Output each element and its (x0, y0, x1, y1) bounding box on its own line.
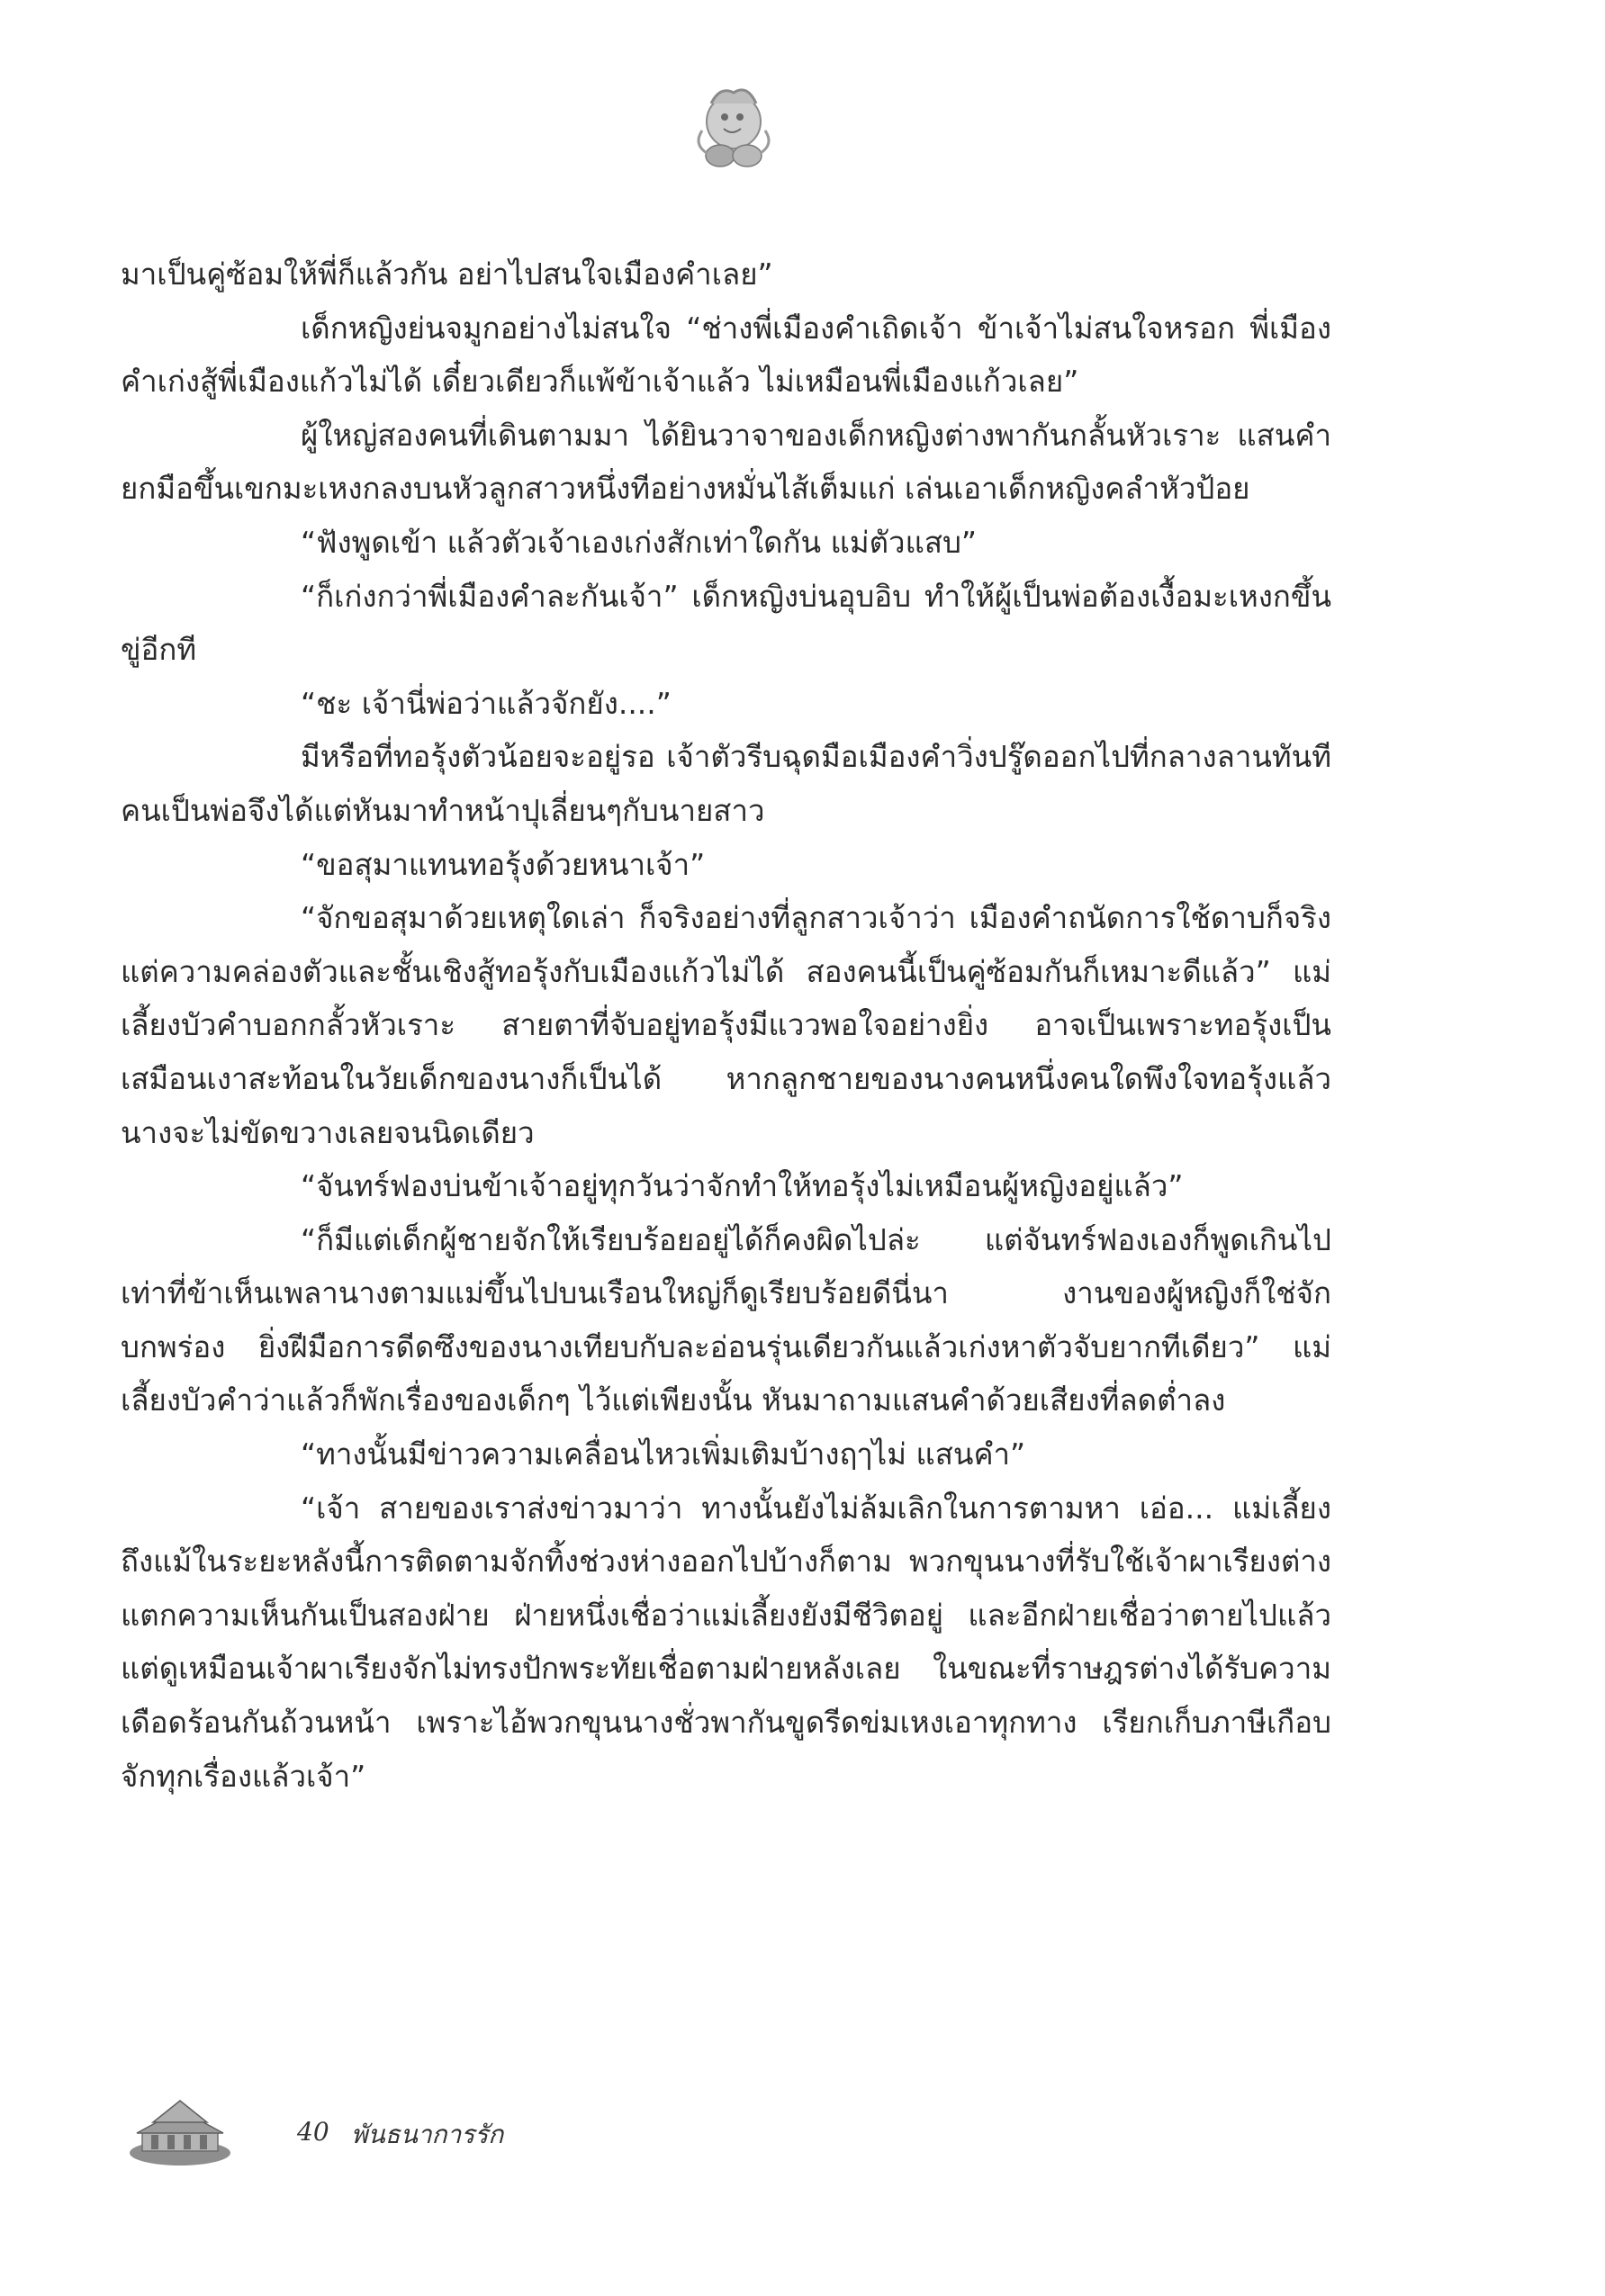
paragraph: “ชะ เจ้านี่พ่อว่าแล้วจักยัง....” (301, 685, 672, 721)
temple-emblem-icon (126, 2097, 234, 2169)
paragraph: ผู้ใหญ่สองคนที่เดินตามมา ได้ยินวาจาของเด็กหญิงต่างพากันกลั้นหัวเราะ แสนคำยกมือขึ้นเขกมะเหงกลงบนหัวลูกสาวหนึ่งทีอย่างหมั่นไส้เต็มแก่ เล่นเอาเด็กหญิงคลำหัวป้อย (121, 417, 1331, 507)
cherub-ornament-icon (684, 77, 783, 176)
page-number: 40 (297, 2117, 329, 2147)
paragraph: “ฟังพูดเข้า แล้วตัวเจ้าเองเก่งสักเท่าใดกัน แม่ตัวแสบ” (301, 524, 978, 560)
paragraph: “ก็เก่งกว่าพี่เมืองคำละกันเจ้า” เด็กหญิงบ่นอุบอิบ ทำให้ผู้เป็นพ่อต้องเงื้อมะเหงกขึ้นขู่อีกที (121, 578, 1331, 668)
paragraph: “ขอสุมาแทนทอรุ้งด้วยหนาเจ้า” (301, 846, 706, 882)
paragraph: “ก็มีแต่เด็กผู้ชายจักให้เรียบร้อยอยู่ได้ก็คงผิดไปล่ะ แต่จันทร์ฟองเองก็พูดเกินไป เท่าที่ข้าเห็นเพลานางตามแม่ขึ้นไปบนเรือนใหญ่ก็ดูเรียบร้อยดีนี่นา งานของผู้หญิงก็ใช่จักบกพร่อง ยิ่งฝีมือการดีดซึงของนางเทียบกับละอ่อนรุ่นเดียวกันแล้วเก่งหาตัวจับยากทีเดียว” แม่เลี้ยงบัวคำว่าแล้วก็พักเรื่องของเด็กๆ ไว้แต่เพียงนั้น หันมาถามแสนคำด้วยเสียงที่ลดต่ำลง (121, 1221, 1331, 1418)
paragraph: มาเป็นคู่ซ้อมให้พี่ก็แล้วกัน อย่าไปสนใจเมืองคำเลย” (121, 257, 773, 292)
paragraph: “ทางนั้นมีข่าวความเคลื่อนไหวเพิ่มเติมบ้างฤๅไม่ แสนคำ” (301, 1436, 1026, 1472)
paragraph: มีหรือที่ทอรุ้งตัวน้อยจะอยู่รอ เจ้าตัวรีบฉุดมือเมืองคำวิ่งปรู๊ดออกไปที่กลางลานทันที คนเป็นพ่อจึงได้แต่หันมาทำหน้าปุเลี่ยนๆกับนายสาว (121, 739, 1331, 828)
paragraph: “จันทร์ฟองบ่นข้าเจ้าอยู่ทุกวันว่าจักทำให้ทอรุ้งไม่เหมือนผู้หญิงอยู่แล้ว” (301, 1168, 1184, 1204)
page-footer (126, 2097, 666, 2169)
paragraph: เด็กหญิงย่นจมูกอย่างไม่สนใจ “ช่างพี่เมืองคำเถิดเจ้า ข้าเจ้าไม่สนใจหรอก พี่เมืองคำเก่งสู้พี่เมืองแก้วไม่ได้ เดี๋ยวเดียวก็แพ้ข้าเจ้าแล้ว ไม่เหมือนพี่เมืองแก้วเลย” (121, 310, 1331, 400)
body-text (121, 248, 1331, 1803)
paragraph: “จักขอสุมาด้วยเหตุใดเล่า ก็จริงอย่างที่ลูกสาวเจ้าว่า เมืองคำถนัดการใช้ดาบก็จริง แต่ความคล่องตัวและชั้นเชิงสู้ทอรุ้งกับเมืองแก้วไม่ได้ สองคนนี้เป็นคู่ซ้อมกันก็เหมาะดีแล้ว” แม่เลี้ยงบัวคำบอกกลั้วหัวเราะ สายตาที่จับอยู่ทอรุ้งมีแววพอใจอย่างยิ่ง อาจเป็นเพราะทอรุ้งเป็นเสมือนเงาสะท้อนในวัยเด็กของนางก็เป็นได้ หากลูกชายของนางคนหนึ่งคนใดพึงใจทอรุ้งแล้ว นางจะไม่ขัดขวางเลยจนนิดเดียว (121, 900, 1331, 1150)
paragraph: “เจ้า สายของเราส่งข่าวมาว่า ทางนั้นยังไม่ล้มเลิกในการตามหา เอ่อ... แม่เลี้ยง ถึงแม้ในระยะหลังนี้การติดตามจักทิ้งช่วงห่างออกไปบ้างก็ตาม พวกขุนนางที่รับใช้เจ้าผาเรียงต่างแตกความเห็นกันเป็นสองฝ่าย ฝ่ายหนึ่งเชื่อว่าแม่เลี้ยงยังมีชีวิตอยู่ และอีกฝ่ายเชื่อว่าตายไปแล้ว แต่ดูเหมือนเจ้าผาเรียงจักไม่ทรงปักพระทัยเชื่อตามฝ่ายหลังเลย ในขณะที่ราษฎรต่างได้รับความเดือดร้อนกันถ้วนหน้า เพราะไอ้พวกขุนนางชั่วพากันขูดรีดข่มเหงเอาทุกทาง เรียกเก็บภาษีเกือบจักทุกเรื่องแล้วเจ้า” (121, 1490, 1331, 1794)
book-title: พันธนาการรัก (351, 2120, 504, 2149)
